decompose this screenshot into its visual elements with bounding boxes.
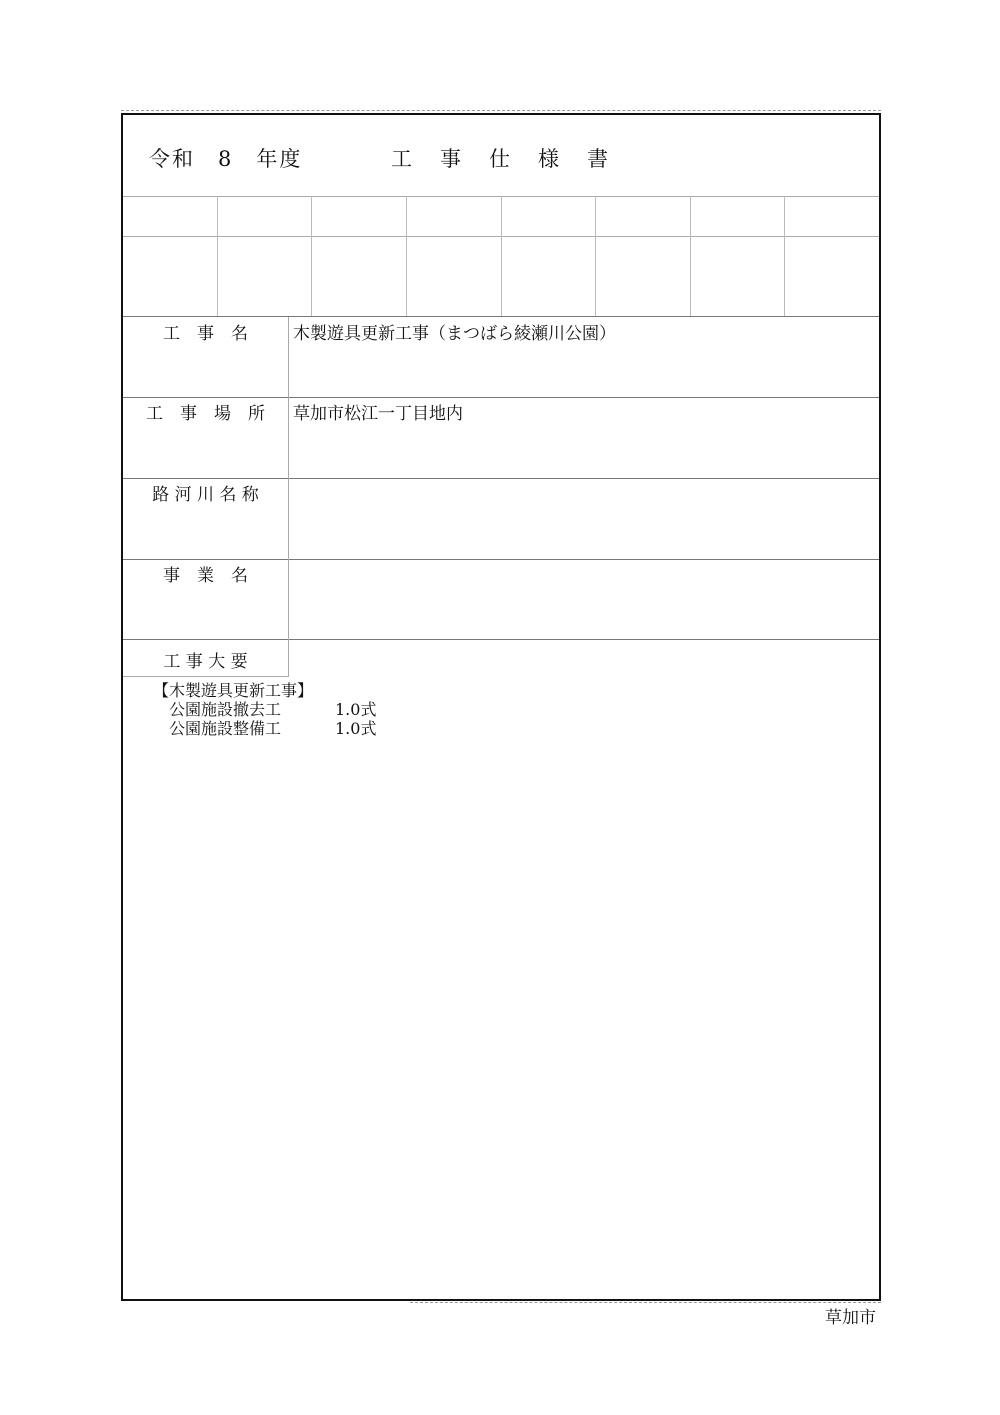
summary-item-name: 公園施設撤去工 [169, 700, 282, 719]
construction-name-value: 木製遊具更新工事（まつばら綾瀬川公園） [293, 324, 616, 344]
approval-header-cell [218, 196, 313, 236]
city-name-footer: 草加市 [825, 1308, 876, 1328]
stamp-cell [785, 236, 879, 316]
specification-form [121, 113, 881, 1301]
summary-item-quantity: 1.0式 [335, 719, 377, 738]
construction-name-label: 工 事 名 [123, 317, 289, 397]
summary-item-name: 公園施設整備工 [169, 719, 282, 738]
stamp-cell [123, 236, 218, 316]
approval-header-cell [502, 196, 597, 236]
stamp-cell [312, 236, 407, 316]
stamp-cell [407, 236, 502, 316]
project-name-row [123, 559, 879, 640]
construction-site-value: 草加市松江一丁目地内 [293, 404, 463, 424]
construction-summary-label: 工 事 大 要 [123, 637, 289, 677]
approval-header-cell [596, 196, 691, 236]
road-river-name-row [123, 478, 879, 560]
header-row [123, 115, 879, 197]
bottom-dashed-rule [410, 1302, 881, 1303]
stamp-cell [691, 236, 786, 316]
construction-name-row [123, 317, 879, 398]
fiscal-year-label: 令和 8 年度 [149, 147, 303, 171]
approval-stamp-row [123, 236, 879, 317]
approval-header-cell [691, 196, 786, 236]
stamp-cell [218, 236, 313, 316]
project-name-label: 事 業 名 [123, 559, 289, 639]
document-title: 工事仕様書 [391, 147, 636, 171]
approval-header-cell [407, 196, 502, 236]
summary-item [153, 719, 377, 738]
road-river-name-label: 路 河 川 名 称 [123, 478, 289, 559]
construction-summary [153, 681, 377, 738]
summary-item-quantity: 1.0式 [335, 700, 377, 719]
stamp-cell [596, 236, 691, 316]
approval-header-row [123, 196, 879, 237]
stamp-cell [502, 236, 597, 316]
top-dashed-rule [121, 110, 881, 111]
approval-header-cell [312, 196, 407, 236]
approval-header-cell [785, 196, 879, 236]
construction-site-label: 工 事 場 所 [123, 397, 289, 478]
summary-item [153, 700, 377, 719]
approval-header-cell [123, 196, 218, 236]
construction-site-row [123, 397, 879, 479]
summary-heading: 【木製遊具更新工事】 [153, 681, 314, 700]
